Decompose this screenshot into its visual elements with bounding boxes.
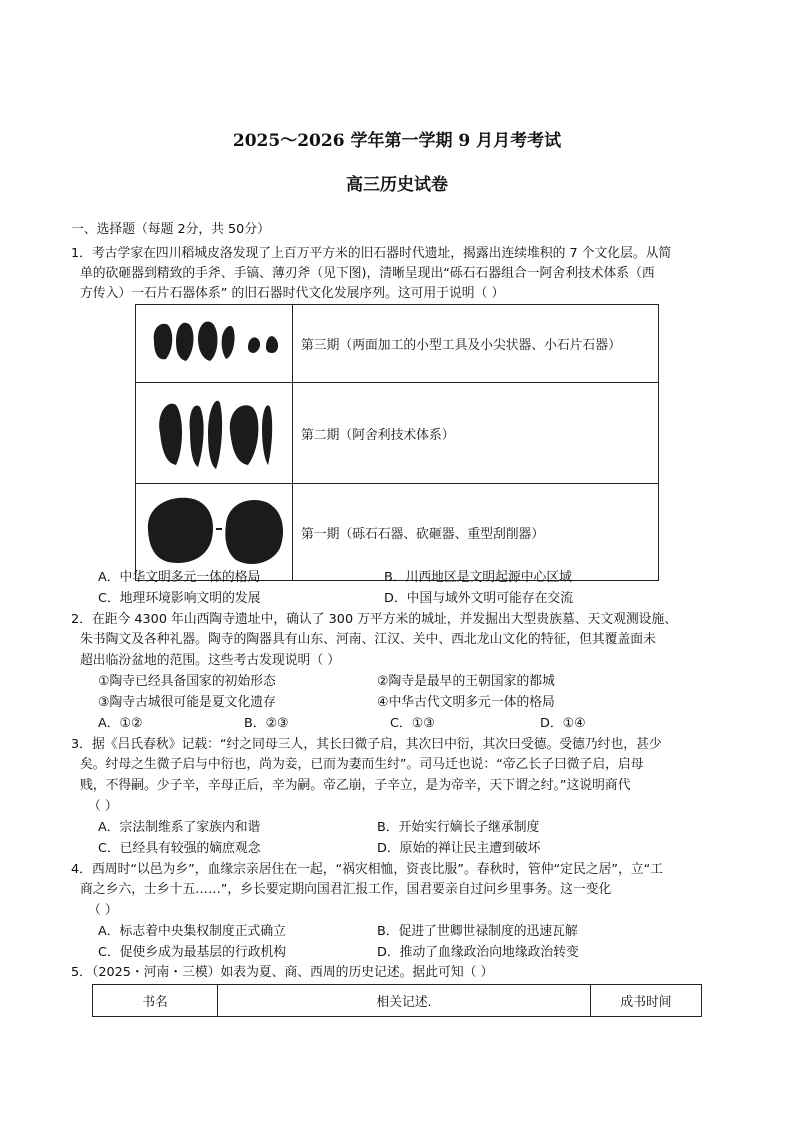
period-2-label: 第二期（阿舍利技术体系） bbox=[293, 383, 659, 484]
q2-option-a[interactable]: A．①② bbox=[98, 716, 143, 731]
q1-option-c[interactable]: C．地理环境影响文明的发展 bbox=[98, 591, 261, 606]
q4-option-a[interactable]: A．标志着中央集权制度正式确立 bbox=[98, 924, 286, 939]
q1-option-b[interactable]: B．川西地区是文明起源中心区域 bbox=[384, 570, 572, 585]
q2-option-d[interactable]: D．①④ bbox=[540, 716, 586, 731]
period-2-image bbox=[136, 383, 293, 484]
q1-option-d[interactable]: D．中国与域外文明可能存在交流 bbox=[384, 591, 574, 606]
q3-option-a[interactable]: A．宗法制维系了家族内和谐 bbox=[98, 820, 261, 835]
q4-stem-line: 4．西周时“以邑为乡”，血缘宗亲居住在一起，“祸灾相恤，资丧比服”。春秋时，管仲“定民之居”，立“工 bbox=[71, 862, 664, 877]
exam-title: 2025～2026 学年第一学期 9 月月考考试 bbox=[232, 131, 562, 151]
q1-stem-line: 单的砍砸器到精致的手斧、手镐、薄刃斧（见下图)，清晰呈现出“砾石石器组合一阿舍利技术体系（西 bbox=[80, 266, 655, 281]
q4-stem-line: 商之乡六，士乡十五……”，乡长要定期向国君汇报工作，国君要亲自过问乡里事务。这一变化 bbox=[80, 882, 612, 897]
paper-subtitle: 高三历史试卷 bbox=[346, 175, 448, 195]
q4-option-d[interactable]: D．推动了血缘政治向地缘政治转变 bbox=[377, 945, 579, 960]
q2-option-c[interactable]: C．①③ bbox=[390, 716, 435, 731]
q4-option-b[interactable]: B．促进了世卿世禄制度的迅速瓦解 bbox=[377, 924, 578, 939]
q3-option-d[interactable]: D．原始的禅让民主遭到破坏 bbox=[377, 841, 541, 856]
q3-stem-line: 矣。纣母之生微子启与中衍也，尚为妾，已而为妻而生纣”。司马迁也说：“帝乙长子曰微子启，启母 bbox=[80, 757, 644, 772]
period-1-image bbox=[136, 484, 293, 581]
q2-item-1: ①陶寺已经具备国家的初始形态 bbox=[98, 674, 276, 689]
q3-stem-line: 3．据《吕氏春秋》记载：“纣之同母三人，其长曰微子启，其次曰中衍，其次曰受德。受德乃纣也，甚少 bbox=[71, 737, 662, 752]
period-1-label: 第一期（砾石石器、砍砸器、重型刮削器） bbox=[293, 484, 659, 581]
q5-table bbox=[92, 984, 702, 1017]
q2-stem-line: 朱书陶文及各种礼器。陶寺的陶器具有山东、河南、江汉、关中、西北龙山文化的特征，但其覆盖面未 bbox=[80, 632, 656, 647]
section-heading: 一、选择题（每题 2分，共 50分） bbox=[71, 222, 270, 237]
table-header-row bbox=[93, 985, 702, 1017]
col-related-record: 相关记述. bbox=[218, 985, 591, 1017]
q1-stem-line: 1．考古学家在四川稻城皮洛发现了上百万平方米的旧石器时代遗址，揭露出连续堆积的 7 个文化层。从简 bbox=[71, 246, 672, 261]
q3-option-b[interactable]: B．开始实行嫡长子继承制度 bbox=[377, 820, 540, 835]
table-row bbox=[136, 484, 659, 581]
q3-stem-line: 贱，不得嗣。少子辛，辛母正后，辛为嗣。帝乙崩，子辛立，是为帝辛，天下谓之纣。”这说明商代 bbox=[80, 778, 631, 793]
table-row bbox=[136, 383, 659, 484]
q2-item-2: ②陶寺是最早的王朝国家的都城 bbox=[377, 674, 555, 689]
q4-option-c[interactable]: C．促使乡成为最基层的行政机构 bbox=[98, 945, 287, 960]
q2-stem-line: 2．在距今 4300 年山西陶寺遗址中，确认了 300 万平方米的城址，并发掘出大型贵族墓、天文观测设施、 bbox=[71, 612, 678, 627]
period-3-label: 第三期（两面加工的小型工具及小尖状器、小石片石器） bbox=[293, 305, 659, 383]
q2-option-b[interactable]: B．②③ bbox=[244, 716, 289, 731]
q1-option-a[interactable]: A．中华文明多元一体的格局 bbox=[98, 570, 261, 585]
stone-tool-table bbox=[135, 304, 659, 581]
q5-stem-line: 5．（2025・河南・三模）如表为夏、商、西周的历史记述。据此可知（ ） bbox=[71, 965, 494, 980]
q1-stem-line: 方传入）一石片石器体系” 的旧石器时代文化发展序列。这可用于说明（ ） bbox=[80, 286, 505, 301]
period-3-image bbox=[136, 305, 293, 383]
col-completion-time: 成书时间 bbox=[591, 985, 702, 1017]
q3-option-c[interactable]: C．已经具有较强的嫡庶观念 bbox=[98, 841, 261, 856]
q3-stem-line: （ ） bbox=[88, 799, 118, 814]
q2-item-4: ④中华古代文明多元一体的格局 bbox=[377, 695, 555, 710]
col-book-name: 书名 bbox=[93, 985, 218, 1017]
q4-stem-line: （ ） bbox=[88, 903, 118, 918]
q2-item-3: ③陶寺古城很可能是夏文化遗存 bbox=[98, 695, 276, 710]
q2-stem-line: 超出临汾盆地的范围。这些考古发现说明（ ） bbox=[80, 653, 341, 668]
table-row bbox=[136, 305, 659, 383]
